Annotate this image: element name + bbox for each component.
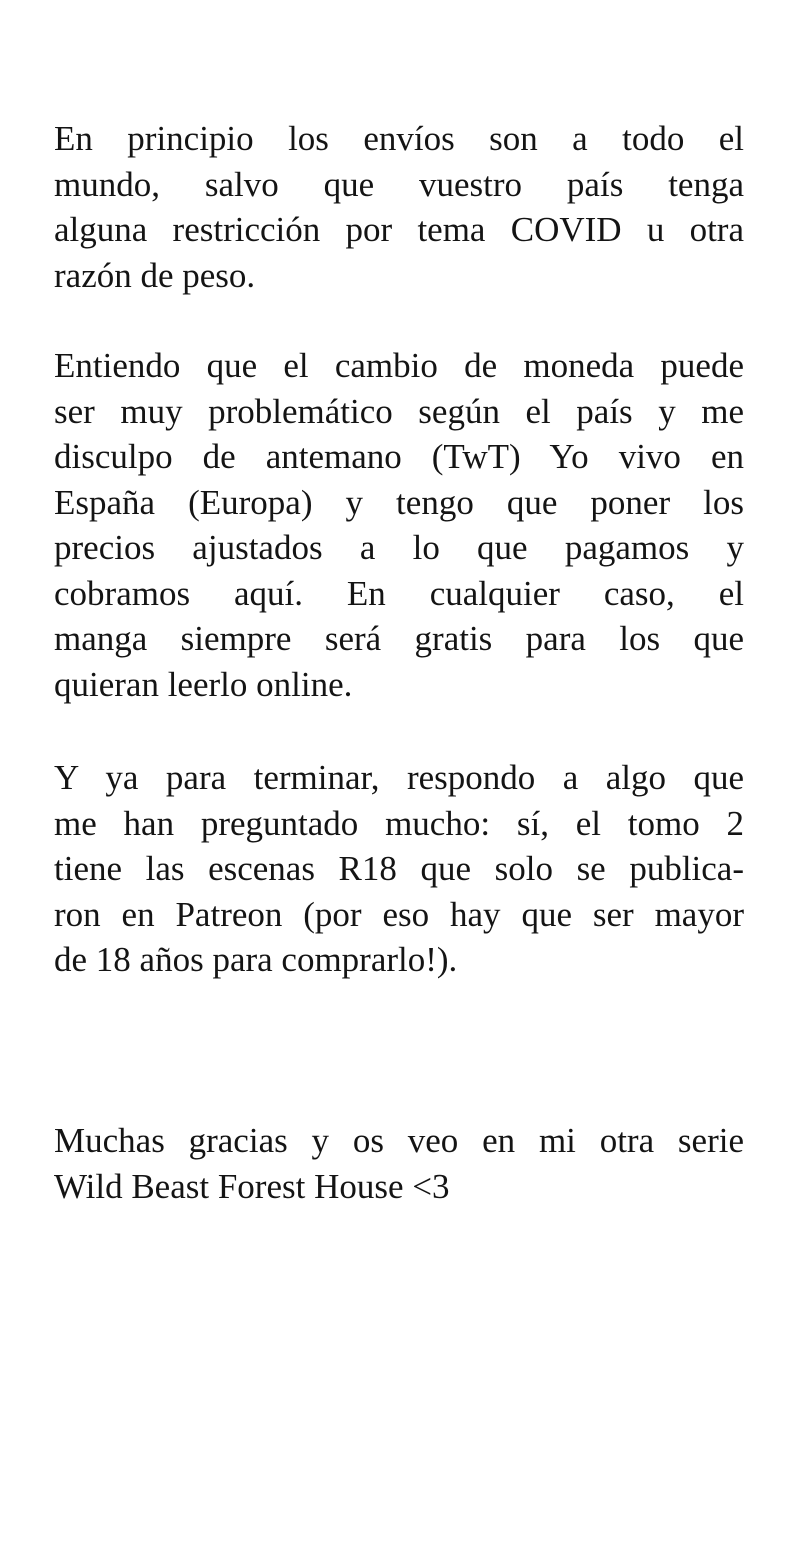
text-line: me han preguntado mucho: sí, el tomo 2 [54, 803, 744, 843]
text-line: Wild Beast Forest House <3 [54, 1166, 450, 1206]
paragraph-currency [54, 343, 744, 707]
paragraph-volume-2 [54, 755, 744, 983]
text-line: precios ajustados a lo que pagamos y [54, 528, 744, 567]
text-line: ser muy problemático según el país y me [54, 391, 744, 431]
text-line: Y ya para terminar, respondo a algo que [54, 758, 744, 797]
text-line: de 18 años para comprarlo!). [54, 940, 458, 979]
text-line: disculpo de antemano (TwT) Yo vivo en [54, 437, 744, 476]
text-line: ron en Patreon (por eso hay que ser mayor [54, 894, 744, 934]
text-line: alguna restricción por tema COVID u otra [54, 210, 744, 249]
paragraph-shipping [54, 116, 744, 298]
text-line: manga siempre será gratis para los que [54, 619, 744, 658]
text-line: tiene las escenas R18 que solo se publica- [54, 849, 744, 888]
text-line: Muchas gracias y os veo en mi otra serie [54, 1121, 744, 1160]
text-line: España (Europa) y tengo que poner los [54, 482, 744, 522]
text-line: razón de peso. [54, 255, 256, 295]
paragraph-thanks [54, 1118, 744, 1209]
text-line: En principio los envíos son a todo el [54, 119, 744, 158]
text-line: Entiendo que el cambio de moneda puede [54, 346, 744, 385]
text-line: mundo, salvo que vuestro país tenga [54, 164, 744, 204]
text-line: quieran leerlo online. [54, 664, 353, 704]
text-line: cobramos aquí. En cualquier caso, el [54, 573, 744, 613]
